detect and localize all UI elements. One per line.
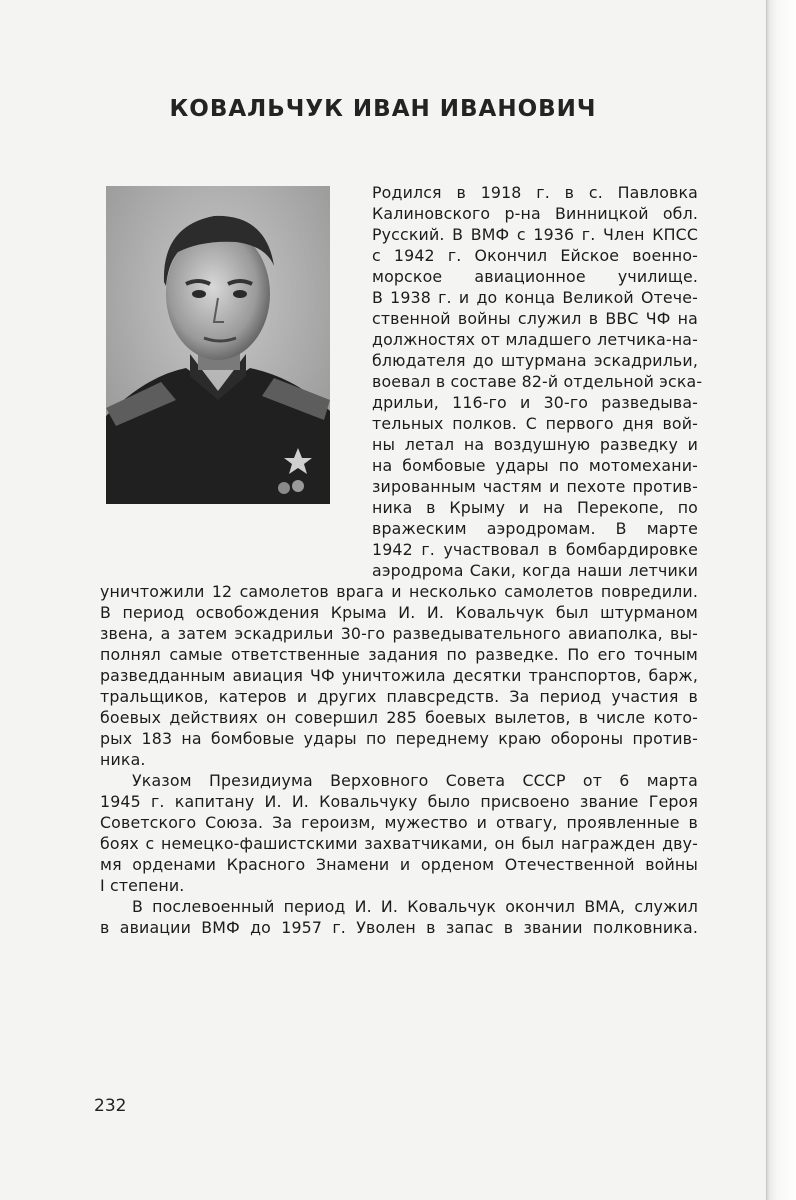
text-line: ника в Крыму и на Перекопе, по (372, 498, 698, 517)
text-line: вражеским аэродромам. В марте (372, 519, 698, 538)
text-line: дрильи, 116-го и 30-го разведыва- (372, 393, 698, 412)
text-line: аэродрома Саки, когда наши летчики (372, 561, 698, 580)
text-line: мя орденами Красного Знамени и орденом Отечественной войны (100, 855, 698, 874)
text-line: Советского Союза. За героизм, мужество и отвагу, проявленные в (100, 813, 698, 832)
text-line: должностях от младшего летчика-на- (372, 330, 698, 349)
text-line: воевал в составе 82-й отдельной эска- (372, 372, 703, 391)
page-number: 232 (94, 1096, 127, 1116)
text-line: тельных полков. С первого дня вой- (372, 414, 698, 433)
text-line: тральщиков, катеров и других плавсредств. За период участия в (100, 687, 698, 706)
text-line: Калиновского р-на Винницкой обл. (372, 204, 698, 223)
text-line: блюдателя до штурмана эскадрильи, (372, 351, 698, 370)
text-line: 1945 г. капитану И. И. Ковальчуку было присвоено звание Героя (100, 792, 698, 811)
text-line: I степени. (100, 876, 185, 895)
text-line: зированным частям и пехоте против- (372, 477, 698, 496)
text-line: с 1942 г. Окончил Ейское военно- (372, 246, 698, 265)
text-line: ны летал на воздушную разведку и (372, 435, 698, 454)
text-line: ника. (100, 750, 146, 769)
text-line: В послевоенный период И. И. Ковальчук окончил ВМА, служил (132, 897, 698, 916)
text-line: морское авиационное училище. (372, 267, 698, 286)
text-line: на бомбовые удары по мотомехани- (372, 456, 698, 475)
text-line: разведданным авиация ЧФ уничтожила десятки транспортов, барж, (100, 666, 698, 685)
portrait-image (106, 186, 330, 504)
page-title: КОВАЛЬЧУК ИВАН ИВАНОВИЧ (169, 96, 597, 122)
portrait-photo (106, 186, 330, 504)
text-line: полнял самые ответственные задания по разведке. По его точным (100, 645, 698, 664)
text-line: ственной войны служил в ВВС ЧФ на (372, 309, 698, 328)
text-line: боях с немецко-фашистскими захватчиками, он был награжден дву- (100, 834, 698, 853)
text-line: в авиации ВМФ до 1957 г. Уволен в запас в звании полковника. (100, 918, 698, 937)
text-line: Указом Президиума Верховного Совета СССР от 6 марта (132, 771, 698, 790)
text-line: Русский. В ВМФ с 1936 г. Член КПСС (372, 225, 698, 244)
text-line: рых 183 на бомбовые удары по переднему краю обороны против- (100, 729, 698, 748)
text-line: боевых действиях он совершил 285 боевых вылетов, в числе кото- (100, 708, 698, 727)
text-line: Родился в 1918 г. в с. Павловка (372, 183, 698, 202)
text-line: 1942 г. участвовал в бомбардировке (372, 540, 698, 559)
text-line: звена, а затем эскадрильи 30-го разведывательного авиаполка, вы- (100, 624, 698, 643)
text-line: В 1938 г. и до конца Великой Отече- (372, 288, 698, 307)
text-line: уничтожили 12 самолетов врага и несколько самолетов повредили. (100, 582, 698, 601)
page-edge (766, 0, 796, 1200)
text-line: В период освобождения Крыма И. И. Ковальчук был штурманом (100, 603, 698, 622)
